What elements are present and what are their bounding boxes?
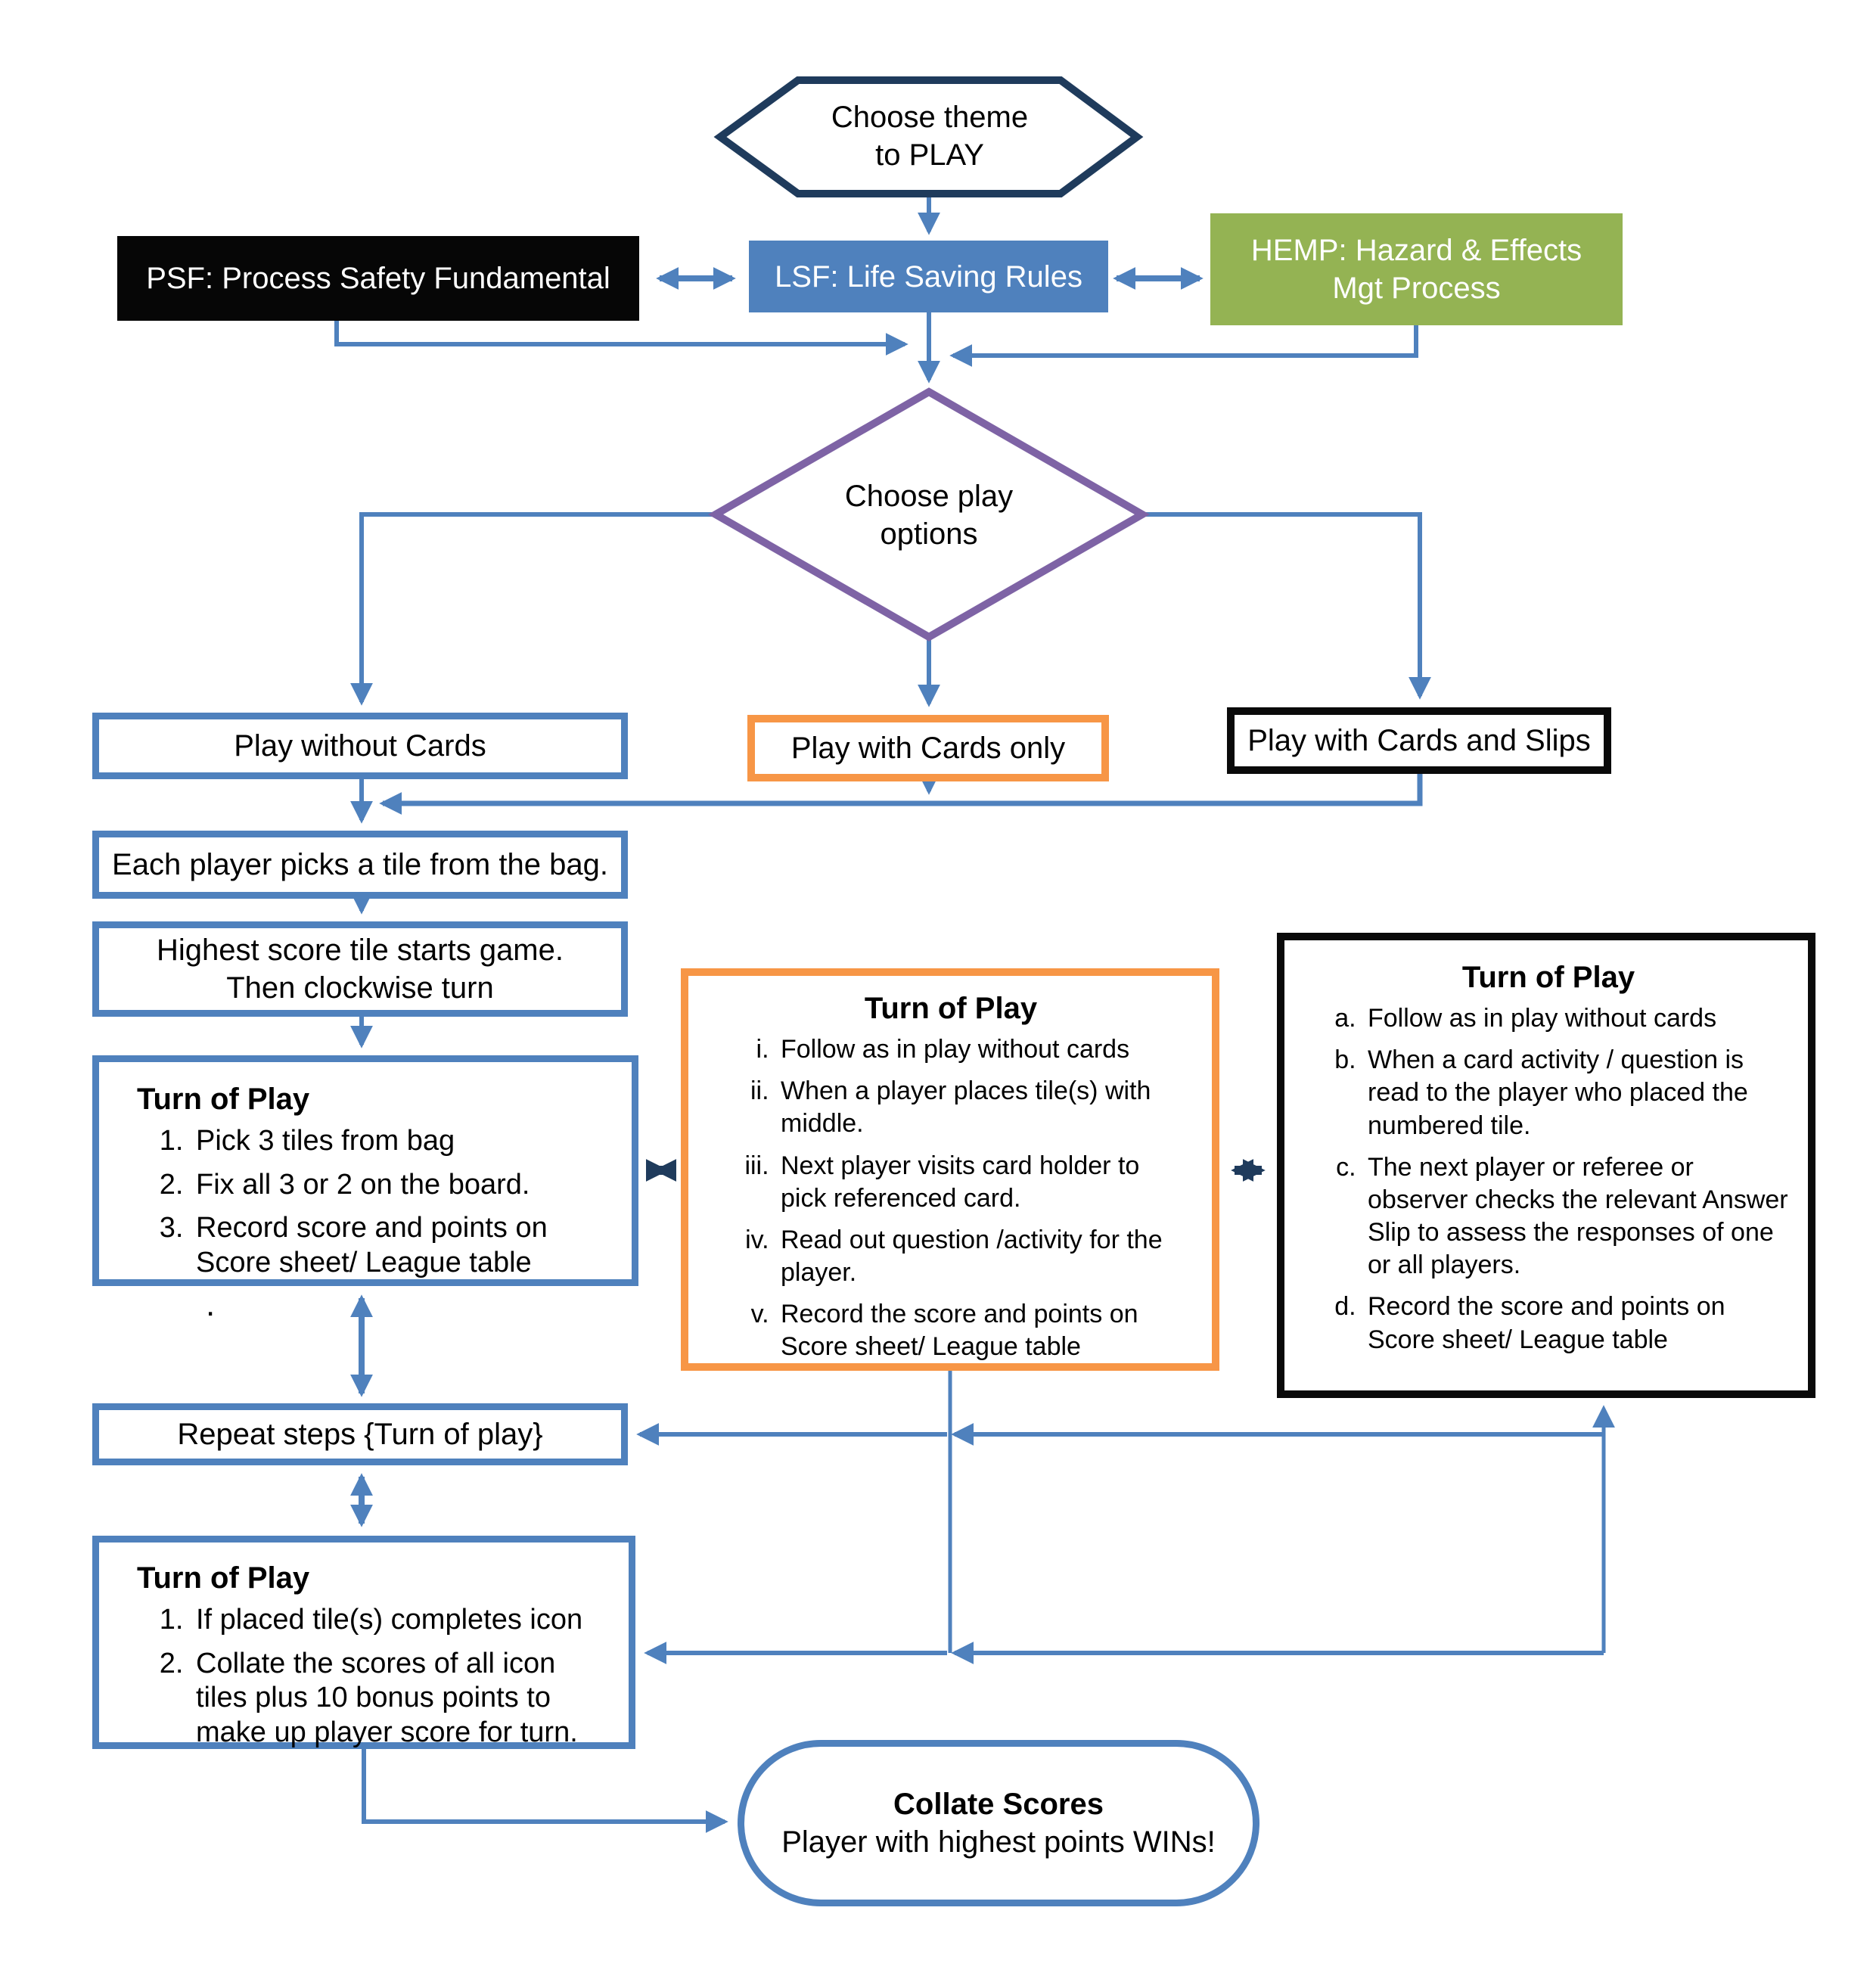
node-collate-scores xyxy=(738,1740,1259,1906)
choose-play-line1: Choose play xyxy=(844,479,1014,513)
turn-slips-title: Turn of Play xyxy=(1461,961,1635,994)
node-play-with-cards-only xyxy=(747,715,1109,781)
highest-score-line2: Then clockwise turn xyxy=(226,971,494,1005)
connector-scoring-to-collate xyxy=(364,1749,725,1822)
turn-scoring-title: Turn of Play xyxy=(137,1561,310,1595)
turn-cards-item: v. Record the score and points on Score sheet/ League table xyxy=(776,1298,1192,1363)
turn-scoring-item: 2. Collate the scores of all icon tiles plus 10 bonus points to make up player score for turn. xyxy=(191,1647,609,1751)
each-player-picks-label: Each player picks a tile from the bag. xyxy=(112,848,608,881)
hemp-line2: Mgt Process xyxy=(1332,272,1501,305)
node-each-player-picks xyxy=(92,831,628,899)
lsf-label: LSF: Life Saving Rules xyxy=(775,259,1082,294)
connector-diamond-to-play-without xyxy=(362,514,716,702)
turn-cards-item: iii. Next player visits card holder to pick referenced card. xyxy=(776,1150,1192,1215)
play-without-cards-label: Play without Cards xyxy=(234,729,486,763)
turn-slips-item: d. Record the score and points on Score sheet/ League table xyxy=(1363,1291,1788,1356)
node-turn-of-play-without-cards xyxy=(92,1055,638,1286)
choose-theme-line1: Choose theme xyxy=(831,101,1029,134)
highest-score-line1: Highest score tile starts game. xyxy=(157,934,564,967)
node-highest-score xyxy=(92,921,628,1017)
hemp-line1: HEMP: Hazard & Effects xyxy=(1250,234,1582,267)
turn-without-item: 3. Record score and points on Score sheet/ League table xyxy=(191,1211,610,1280)
connector-hemp-to-merge xyxy=(953,325,1416,356)
node-turn-of-play-with-cards xyxy=(681,968,1219,1371)
collate-scores-line1: Collate Scores xyxy=(893,1788,1104,1821)
turn-slips-item: a. Follow as in play without cards xyxy=(1363,1002,1788,1035)
choose-theme-line2: to PLAY xyxy=(875,138,984,172)
choose-play-line2: options xyxy=(880,517,978,551)
turn-cards-title: Turn of Play xyxy=(864,992,1038,1025)
turn-slips-item: c. The next player or referee or observer checks the relevant Answer Slip to assess the responses of one or all players. xyxy=(1363,1151,1788,1282)
node-play-without-cards xyxy=(92,713,628,779)
stray-dot: . xyxy=(206,1286,216,1323)
node-repeat-steps xyxy=(92,1403,628,1465)
psf-label: PSF: Process Safety Fundamental xyxy=(146,262,610,295)
node-choose-play-options xyxy=(778,452,1080,577)
play-with-cards-only-label: Play with Cards only xyxy=(790,732,1066,765)
turn-cards-item: ii. When a player places tile(s) with middle. xyxy=(776,1075,1192,1140)
turn-cards-item: i. Follow as in play without cards xyxy=(776,1033,1192,1066)
collate-scores-line2: Player with highest points WINs! xyxy=(781,1825,1216,1859)
node-turn-of-play-with-slips xyxy=(1277,933,1815,1398)
turn-slips-item: b. When a card activity / question is read to the player who placed the numbered tile. xyxy=(1363,1044,1788,1142)
node-lsf xyxy=(749,241,1108,312)
repeat-steps-label: Repeat steps {Turn of play} xyxy=(177,1418,543,1451)
play-with-cards-and-slips-label: Play with Cards and Slips xyxy=(1247,724,1591,757)
connector-diamond-to-cards-slips xyxy=(1142,514,1420,696)
turn-without-item: 2. Fix all 3 or 2 on the board. xyxy=(191,1168,610,1203)
turn-scoring-item: 1. If placed tile(s) completes icon xyxy=(191,1603,609,1638)
node-hemp xyxy=(1210,213,1623,325)
turn-without-title: Turn of Play xyxy=(137,1083,310,1116)
node-play-with-cards-and-slips xyxy=(1227,707,1611,774)
turn-cards-item: iv. Read out question /activity for the player. xyxy=(776,1224,1192,1289)
turn-without-item: 1. Pick 3 tiles from bag xyxy=(191,1124,610,1159)
node-turn-of-play-scoring xyxy=(92,1536,635,1749)
node-choose-theme xyxy=(756,95,1103,177)
node-psf xyxy=(117,236,639,321)
connector-psf-to-merge xyxy=(337,321,905,344)
